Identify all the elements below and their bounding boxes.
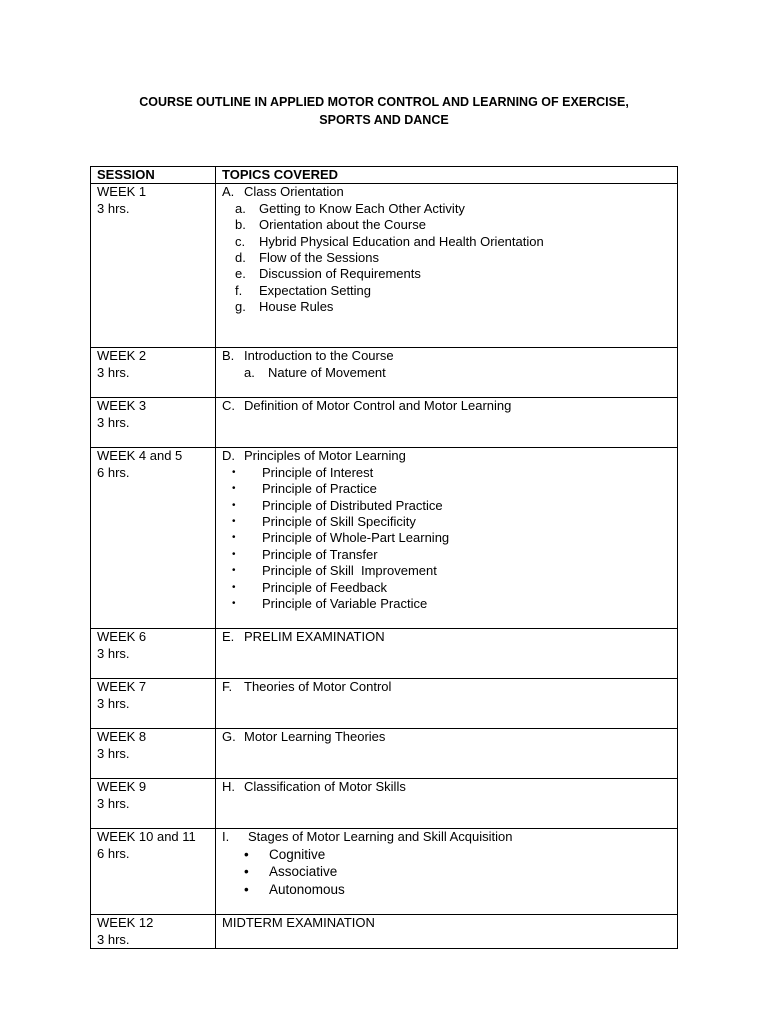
topic-marker: D. (222, 448, 235, 464)
topic-title: Class Orientation (244, 184, 344, 200)
table-row (91, 448, 678, 629)
subtopic-text: Getting to Know Each Other Activity (259, 200, 465, 216)
session-cell (91, 448, 216, 629)
topics-cell (216, 448, 678, 629)
session-cell (91, 184, 216, 348)
subtopic (222, 299, 671, 315)
subtopic-text: Principle of Skill Specificity (262, 514, 416, 530)
topics-cell (216, 184, 678, 348)
subtopic-marker: a. (244, 364, 255, 380)
subtopic-text: Hybrid Physical Education and Health Orientation (259, 233, 544, 249)
bullet-marker: • (232, 499, 236, 511)
week-label: WEEK 7 (97, 679, 147, 695)
subtopic (222, 266, 671, 282)
topics-cell (216, 679, 678, 729)
bullet-marker: • (244, 846, 249, 862)
subtopic (222, 201, 671, 217)
subtopic (222, 514, 671, 530)
table-row (91, 184, 678, 348)
subtopic-text: Principle of Skill Improvement (262, 563, 437, 579)
bullet-marker: • (232, 565, 236, 577)
topic-title: Stages of Motor Learning and Skill Acquisition (248, 829, 513, 845)
title-line-1: COURSE OUTLINE IN APPLIED MOTOR CONTROL AND LEARNING OF EXERCISE, (139, 95, 629, 109)
topic-title: Theories of Motor Control (244, 679, 392, 695)
header-session: SESSION (91, 167, 216, 184)
bullet-marker: • (232, 466, 236, 478)
subtopic (222, 481, 671, 497)
week-label: WEEK 10 and 11 (97, 829, 196, 845)
topic-heading (222, 184, 671, 200)
subtopic-text: Discussion of Requirements (259, 266, 421, 282)
subtopic-text: Principle of Practice (262, 481, 377, 497)
hours-label: 3 hrs. (97, 645, 130, 661)
topic-marker: F. (222, 679, 233, 695)
week-label: WEEK 9 (97, 779, 147, 795)
topic-marker: B. (222, 348, 235, 364)
session-cell (91, 829, 216, 915)
subtopic-text: Principle of Transfer (262, 546, 378, 562)
header-row (91, 167, 678, 184)
topic-title: Classification of Motor Skills (244, 779, 406, 795)
subtopic (222, 563, 671, 579)
subtopic (222, 530, 671, 546)
topics-cell (216, 398, 678, 448)
table-row (91, 729, 678, 779)
hours-label: 3 hrs. (97, 200, 130, 216)
topics-cell (216, 915, 678, 949)
hours-label: 6 hrs. (97, 845, 130, 861)
hours-label: 3 hrs. (97, 931, 130, 947)
subtopic-text: Flow of the Sessions (259, 250, 379, 266)
topic-heading (222, 348, 671, 364)
bullet-marker: • (232, 483, 236, 495)
topics-cell (216, 629, 678, 679)
subtopic (222, 365, 671, 381)
subtopic-text: Orientation about the Course (259, 217, 426, 233)
topics-cell (216, 348, 678, 398)
week-label: WEEK 2 (97, 348, 147, 364)
week-label: WEEK 12 (97, 915, 154, 931)
session-cell (91, 348, 216, 398)
subtopic (222, 596, 671, 612)
topic-title: Motor Learning Theories (244, 729, 386, 745)
table-row (91, 679, 678, 729)
subtopic-text: Associative (269, 864, 338, 880)
topic-title: MIDTERM EXAMINATION (222, 915, 375, 931)
topic-heading (222, 629, 671, 645)
table-row (91, 629, 678, 679)
session-cell (91, 398, 216, 448)
topic-title: PRELIM EXAMINATION (244, 629, 385, 645)
document-title (80, 93, 688, 129)
week-label: WEEK 8 (97, 729, 147, 745)
subtopic-text: Principle of Distributed Practice (262, 497, 443, 513)
bullet-marker: • (232, 516, 236, 528)
subtopic-text: Nature of Movement (268, 364, 386, 380)
subtopic-text: Principle of Feedback (262, 579, 388, 595)
bullet-marker: • (244, 881, 249, 897)
subtopic-marker: g. (235, 299, 246, 315)
session-cell (91, 679, 216, 729)
subtopic-text: Principle of Whole-Part Learning (262, 530, 450, 546)
session-cell (91, 915, 216, 949)
subtopic (222, 234, 671, 250)
subtopic-marker: e. (235, 266, 246, 282)
topics-cell (216, 779, 678, 829)
topic-heading (222, 729, 671, 745)
topic-title: Definition of Motor Control and Motor Learning (244, 398, 512, 414)
subtopic-text: Principle of Interest (262, 464, 374, 480)
topic-heading (222, 779, 671, 795)
hours-label: 3 hrs. (97, 745, 130, 761)
table-row (91, 348, 678, 398)
subtopic-marker: d. (235, 250, 246, 266)
session-cell (91, 629, 216, 679)
session-cell (91, 729, 216, 779)
topics-cell (216, 829, 678, 915)
topic-heading (222, 398, 671, 414)
topic-heading (222, 448, 671, 464)
subtopic-marker: f. (235, 282, 243, 298)
subtopic (222, 498, 671, 514)
table-row (91, 779, 678, 829)
topic-heading (222, 679, 671, 695)
subtopic-marker: a. (235, 200, 246, 216)
header-topics: TOPICS COVERED (216, 167, 678, 184)
subtopic (222, 863, 671, 881)
subtopic-text: Principle of Variable Practice (262, 596, 428, 612)
bullet-marker: • (232, 598, 236, 610)
bullet-marker: • (232, 548, 236, 560)
table-row (91, 398, 678, 448)
subtopic (222, 846, 671, 864)
topics-cell (216, 729, 678, 779)
topic-marker: C. (222, 398, 235, 414)
subtopic-marker: b. (235, 217, 246, 233)
subtopic (222, 217, 671, 233)
table-row (91, 915, 678, 949)
topic-marker: E. (222, 629, 235, 645)
subtopic-text: Expectation Setting (259, 282, 372, 298)
topic-heading (222, 829, 671, 845)
bullet-marker: • (232, 581, 236, 593)
bullet-marker: • (232, 532, 236, 544)
subtopic (222, 881, 671, 899)
title-line-2: SPORTS AND DANCE (319, 113, 449, 127)
table-row (91, 829, 678, 915)
hours-label: 3 hrs. (97, 795, 130, 811)
week-label: WEEK 3 (97, 398, 147, 414)
subtopic-marker: c. (235, 233, 246, 249)
hours-label: 3 hrs. (97, 414, 130, 430)
bullet-marker: • (244, 864, 249, 880)
subtopic (222, 547, 671, 563)
course-outline-table (90, 166, 678, 949)
subtopic (222, 250, 671, 266)
subtopic-text: Cognitive (269, 846, 326, 862)
topic-marker: A. (222, 184, 235, 200)
week-label: WEEK 4 and 5 (97, 448, 183, 464)
hours-label: 3 hrs. (97, 364, 130, 380)
topic-marker: G. (222, 729, 236, 745)
topic-title: Introduction to the Course (244, 348, 394, 364)
session-cell (91, 779, 216, 829)
week-label: WEEK 6 (97, 629, 147, 645)
subtopic (222, 465, 671, 481)
hours-label: 6 hrs. (97, 464, 130, 480)
week-label: WEEK 1 (97, 184, 147, 200)
topic-marker: H. (222, 779, 235, 795)
subtopic (222, 580, 671, 596)
topic-marker: I. (222, 829, 230, 845)
subtopic (222, 283, 671, 299)
subtopic-text: House Rules (259, 299, 334, 315)
topic-title: Principles of Motor Learning (244, 448, 406, 464)
subtopic-text: Autonomous (269, 881, 345, 897)
hours-label: 3 hrs. (97, 695, 130, 711)
